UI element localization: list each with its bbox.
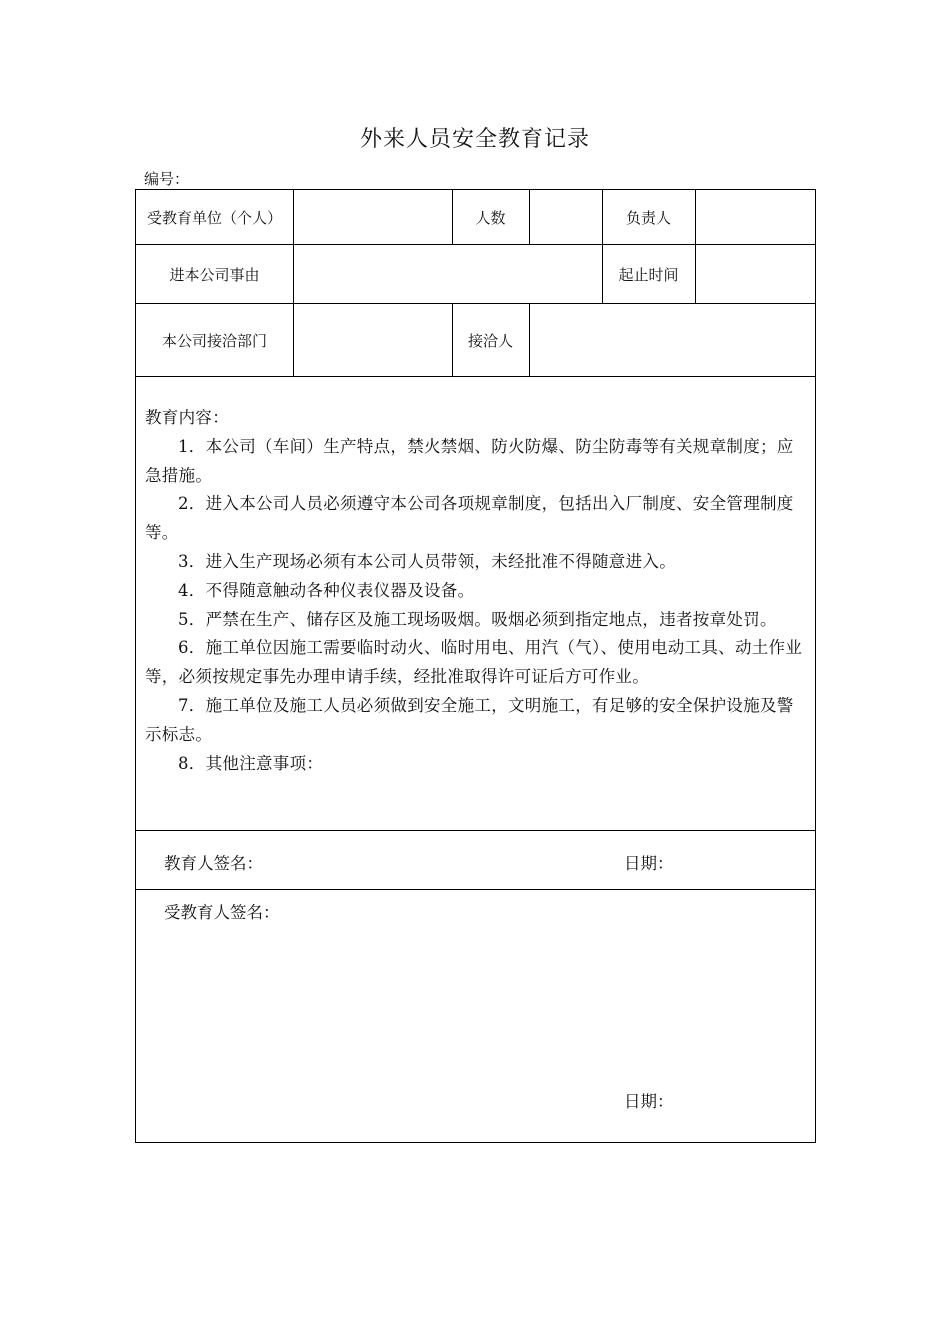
educator-date-label: 日期： [624, 854, 674, 873]
contact-label: 接洽人 [467, 331, 513, 350]
content-item: 5．严禁在生产、储存区及施工现场吸烟。吸烟必须到指定地点，违者按章处罚。 [178, 609, 777, 629]
count-label: 人数 [475, 208, 506, 227]
content-item: 6．施工单位因施工需要临时动火、临时用电、用汽（气）、使用电动工具、动土作业等，必须按规定事先办理申请手续，经批准取得许可证后方可作业。 [145, 638, 803, 687]
content-item: 2．进入本公司人员必须遵守本公司各项规章制度，包括出入厂制度、安全管理制度等。 [145, 494, 794, 543]
reason-label: 进本公司事由 [169, 265, 260, 284]
page-title: 外来人员安全教育记录 [359, 127, 590, 152]
content-item: 1．本公司（车间）生产特点，禁火禁烟、防火防爆、防尘防毒等有关规章制度；应急措施。 [145, 436, 794, 485]
content-item: 8．其他注意事项： [178, 753, 324, 773]
dept-field[interactable] [294, 304, 452, 376]
reason-field[interactable] [294, 245, 602, 303]
content-item: 3．进入生产现场必须有本公司人员带领，未经批准不得随意进入。 [178, 551, 676, 571]
trainee-signature-label: 受教育人签名： [164, 903, 280, 922]
unit-label: 受教育单位（个人） [146, 208, 282, 227]
dept-label: 本公司接洽部门 [161, 331, 267, 350]
trainee-date-label: 日期： [624, 1092, 674, 1111]
serial-number-label: 编号： [144, 170, 190, 188]
record-form [135, 189, 816, 1143]
content-heading: 教育内容： [145, 408, 229, 427]
leader-field[interactable] [696, 190, 815, 244]
unit-field[interactable] [294, 190, 452, 244]
contact-field[interactable] [530, 304, 815, 376]
row-divider [136, 830, 815, 831]
education-content [145, 404, 809, 778]
row-divider [136, 889, 815, 890]
count-field[interactable] [530, 190, 602, 244]
content-item: 4．不得随意触动各种仪表仪器及设备。 [178, 580, 475, 600]
row-divider [136, 376, 815, 377]
educator-signature-label: 教育人签名： [164, 854, 263, 873]
time-field[interactable] [696, 245, 815, 303]
time-label: 起止时间 [618, 265, 679, 284]
content-item: 7．施工单位及施工人员必须做到安全施工，文明施工，有足够的安全保护设施及警示标志。 [145, 695, 794, 744]
leader-label: 负责人 [625, 208, 671, 227]
